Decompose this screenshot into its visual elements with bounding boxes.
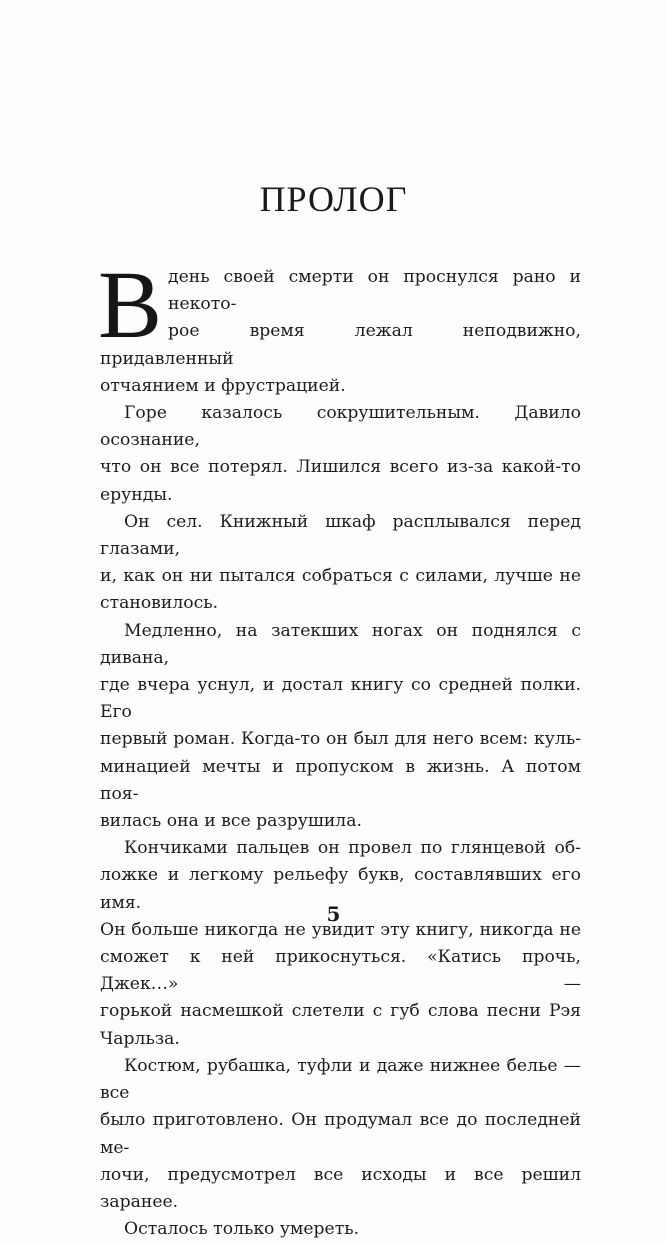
- text-line: и, как он ни пытался собраться с силами, лучше не: [100, 566, 581, 587]
- paragraph: [100, 509, 581, 618]
- text-line: Костюм, рубашка, туфли и даже нижнее белье — все: [100, 1055, 581, 1104]
- text-line: первый роман. Когда-то он был для него всем: куль-: [100, 729, 581, 750]
- text-line: горькой насмешкой слетели с губ слова песни Рэя: [100, 1001, 581, 1022]
- drop-cap: В: [98, 251, 163, 358]
- text-line: где вчера уснул, и достал книгу со средней полки. Его: [100, 675, 581, 723]
- text-line: лочи, предусмотрел все исходы и все решил заранее.: [100, 1164, 581, 1212]
- text-line: минацией мечты и пропуском в жизнь. А потом поя-: [100, 756, 581, 804]
- paragraph: [100, 1053, 581, 1216]
- text-line: Чарльза.: [100, 1028, 180, 1049]
- text-line: Он больше никогда не увидит эту книгу, никогда не: [100, 919, 581, 940]
- text-line: ложке и легкому рельефу букв, составлявших его имя.: [100, 865, 581, 913]
- text-line: вилась она и все разрушила.: [100, 811, 362, 832]
- text-line: было приготовлено. Он продумал все до последней ме-: [100, 1110, 581, 1158]
- text-line: становилось.: [100, 593, 219, 614]
- text-line: Медленно, на затекших ногах он поднялся с дивана,: [100, 620, 581, 668]
- paragraph: [100, 1216, 581, 1243]
- chapter-title: ПРОЛОГ: [259, 179, 408, 219]
- text-line: сможет к ней прикоснуться. «Катись прочь, Джек…» —: [100, 947, 581, 995]
- page-number: 5: [326, 902, 341, 926]
- text-line: Кончиками пальцев он провел по глянцевой об-: [124, 838, 581, 859]
- text-line: Осталось только умереть.: [124, 1219, 360, 1240]
- text-line: ерунды.: [100, 484, 173, 505]
- text-line: Горе казалось сокрушительным. Давило осознание,: [100, 403, 581, 451]
- paragraph: [100, 618, 581, 836]
- paragraph: [98, 251, 581, 400]
- text-line: отчаянием и фрустрацией.: [100, 375, 346, 396]
- text-line: что он все потерял. Лишился всего из-за какой-то: [100, 457, 581, 478]
- text-line: Он сел. Книжный шкаф расплывался перед глазами,: [100, 511, 581, 560]
- text-line: рое время лежал неподвижно, придавленный: [100, 321, 581, 369]
- paragraph: [100, 400, 581, 509]
- paragraph: [100, 835, 581, 1053]
- text-line: день своей смерти он проснулся рано и некото-: [168, 267, 581, 315]
- body-text: [98, 251, 581, 1243]
